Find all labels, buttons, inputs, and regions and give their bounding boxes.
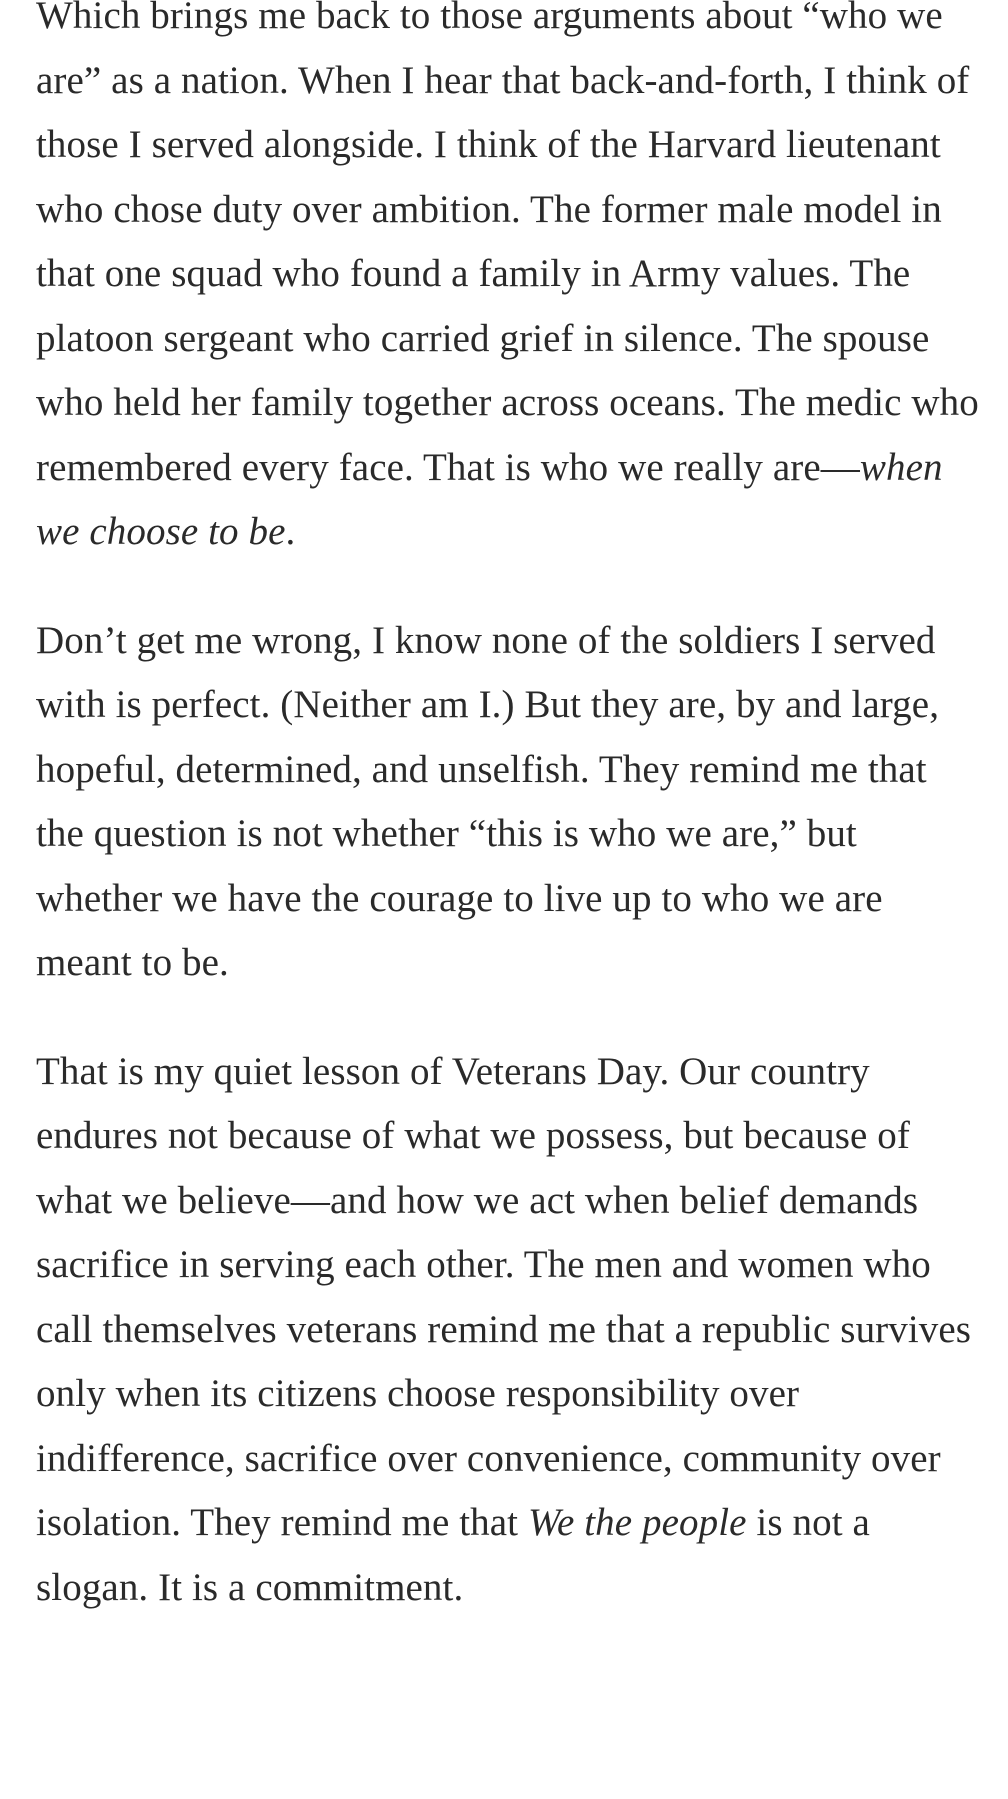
paragraph-not-perfect — [36, 609, 984, 996]
paragraph-text: That is my quiet lesson of Veterans Day. Our country endures not because of what we possess, but because of what we believe—and how we act when belief demands sacrifice in serving each other. The men and women who call themselves veterans remind me that a republic survives only when its citizens choose responsibility over indifference, sacrifice over convenience, community over isolation. They remind me that — [36, 1049, 972, 1544]
paragraph-text: Which brings me back to those arguments about “who we are” as a nation. When I hear that back-and-forth, I think of those I served alongside. I think of the Harvard lieutenant who chose duty over ambition. The former male model in that one squad who found a family in Army values. The platoon sergeant who carried grief in silence. The spouse who held her family together across oceans. The medic who remembered every face. That is who we really are— — [36, 0, 979, 489]
emphasis-text: We the people — [527, 1501, 747, 1544]
paragraph-who-we-are — [36, 0, 984, 565]
emphasis-text: when we choose to be — [36, 445, 943, 553]
article-body — [36, 0, 984, 1664]
paragraph-text-end: is not a slogan. It is a commitment. — [36, 1501, 870, 1609]
paragraph-text: Don’t get me wrong, I know none of the soldiers I served with is perfect. (Neither am I.) But they are, by and large, hopeful, determined, and unselfish. They remind me that the question is not whether “this is who we are,” but whether we have the courage to live up to who we are meant to be. — [36, 618, 940, 984]
paragraph-text-end: . — [285, 510, 296, 553]
paragraph-veterans-day-lesson — [36, 1040, 984, 1621]
